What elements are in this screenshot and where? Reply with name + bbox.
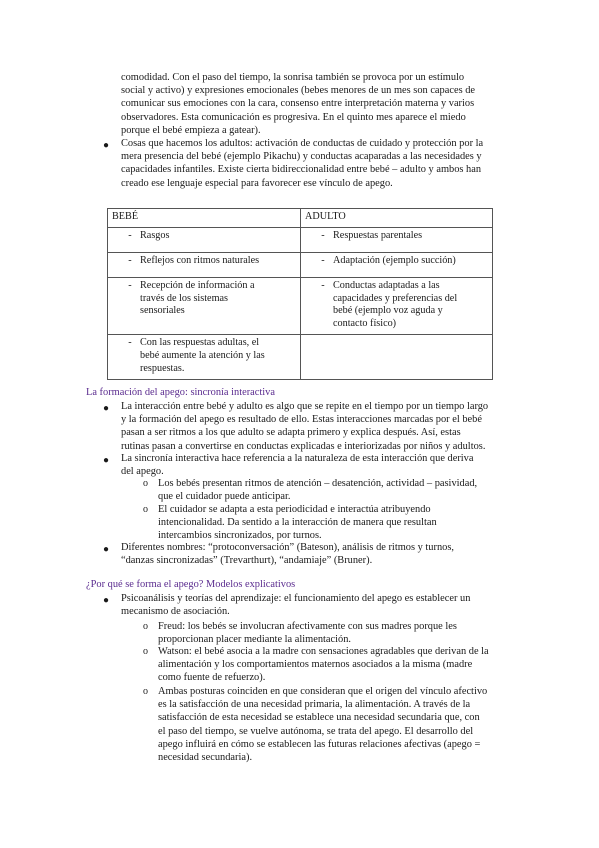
dash-marker: - bbox=[321, 255, 325, 266]
circle-bullet-icon: o bbox=[143, 504, 148, 515]
cell-line: bebé (ejemplo voz aguda y bbox=[333, 305, 443, 317]
text-line: Freud: los bebés se involucran afectivamente con sus madres porque les bbox=[158, 621, 457, 632]
text-line: La interacción entre bebé y adulto es algo que se repite en el tiempo por un tiempo largo bbox=[121, 401, 489, 412]
text-line: alimentación y los comportamientos maternos asociados a la misma (madre bbox=[158, 659, 473, 671]
text-line: es la satisfacción de una necesidad primaria, la alimentación. A través de la bbox=[158, 699, 471, 711]
text-line: intencionalidad. Da sentido a la interacción de manera que resultan bbox=[158, 517, 437, 529]
s1-sub-2 bbox=[158, 503, 498, 543]
cell-bebe bbox=[112, 280, 296, 318]
bullet-adultos-text bbox=[121, 137, 495, 190]
text-line: proporcionan placer mediante la alimentación. bbox=[158, 634, 352, 646]
s1-bullet-2 bbox=[121, 452, 495, 478]
cell-adulto bbox=[305, 255, 488, 268]
text-line: que el cuidador puede anticipar. bbox=[158, 491, 291, 503]
bullet-icon: ● bbox=[103, 403, 110, 414]
intro-paragraph bbox=[121, 71, 495, 137]
intro-line: observadores. Esta comunicación es progresiva. En el quinto mes aparece el miedo bbox=[121, 111, 466, 123]
cell-adulto-empty bbox=[301, 335, 493, 380]
text-line: El cuidador se adapta a esta periodicidad e interactúa atribuyendo bbox=[158, 504, 431, 515]
header-adulto: ADULTO bbox=[301, 209, 493, 228]
header-bebe: BEBÉ bbox=[108, 209, 301, 228]
text-line: La sincronía interactiva hace referencia a la naturaleza de esta interacción que deriva bbox=[121, 453, 474, 464]
text-line: mecanismo de asociación. bbox=[121, 606, 230, 618]
s2-sub-1 bbox=[158, 620, 498, 646]
cell-line: través de los sistemas bbox=[140, 292, 228, 304]
intro-line: social y activo) y expresiones emocionales (bebes menores de un mes son capaces de bbox=[121, 85, 476, 97]
text-line: Los bebés presentan ritmos de atención – desatención, actividad – pasividad, bbox=[158, 478, 478, 489]
cell-line: Conductas adaptadas a las bbox=[333, 280, 440, 291]
cell-line: bebé aumente la atención y las bbox=[140, 349, 265, 361]
cell-text bbox=[140, 337, 296, 375]
cell-adulto bbox=[305, 280, 488, 330]
circle-bullet-icon: o bbox=[143, 478, 148, 489]
table-row bbox=[108, 278, 493, 335]
cell-line: capacidades y preferencias del bbox=[333, 292, 458, 304]
intro-line: comunicar sus emociones con la cara, consenso entre interpretación materna y varios bbox=[121, 98, 475, 110]
dash-marker: - bbox=[128, 280, 132, 291]
text-line: “danzas sincronizadas” (Trevarthurt), “andamiaje” (Bruner). bbox=[121, 555, 373, 567]
cell-line: sensoriales bbox=[140, 305, 185, 317]
bebe-adulto-table bbox=[107, 208, 493, 380]
dash-marker: - bbox=[128, 337, 132, 349]
table-row bbox=[108, 335, 493, 380]
text-line: Psicoanálisis y teorías del aprendizaje: el funcionamiento del apego es establecer un bbox=[121, 593, 471, 604]
dash-marker: - bbox=[321, 230, 325, 241]
s1-sub-1 bbox=[158, 477, 498, 503]
text-line: Ambas posturas coinciden en que consideran que el origen del vínculo afectivo bbox=[158, 686, 488, 697]
table-header-row bbox=[108, 209, 493, 228]
bullet-icon: ● bbox=[103, 595, 110, 606]
cell-text: Rasgos bbox=[140, 230, 170, 241]
text-line: capacidades infantiles. Existe cierta bidireccionalidad entre bebé – adulto y ambos han bbox=[121, 164, 482, 176]
s2-sub-3 bbox=[158, 685, 498, 764]
s1-bullet-3 bbox=[121, 541, 495, 567]
section-heading-sincronia: La formación del apego: sincronía interactiva bbox=[86, 387, 275, 398]
dash-marker: - bbox=[321, 280, 325, 291]
cell-bebe bbox=[112, 255, 296, 268]
s2-bullet-1 bbox=[121, 592, 495, 618]
text-line: rutinas pasan a convertirse en conductas explicadas e interiorizadas por niños y adultos. bbox=[121, 440, 486, 452]
text-line: y la formación del apego es resultado de ello. Estas interacciones marcadas por el bebé bbox=[121, 414, 482, 426]
cell-text bbox=[333, 280, 488, 330]
cell-line: Recepción de información a bbox=[140, 280, 255, 291]
text-line: Watson: el bebé asocia a la madre con sensaciones agradables que derivan de la bbox=[158, 646, 489, 657]
text-line: del apego. bbox=[121, 466, 164, 478]
cell-text: Adaptación (ejemplo succión) bbox=[333, 255, 456, 266]
bullet-icon: ● bbox=[103, 455, 110, 466]
bullet-icon: ● bbox=[103, 544, 110, 555]
cell-adulto bbox=[305, 230, 488, 243]
circle-bullet-icon: o bbox=[143, 646, 148, 657]
text-line: intercambios sincronizados, por turnos. bbox=[158, 530, 322, 542]
dash-marker: - bbox=[128, 230, 132, 241]
text-line: como fuente de refuerzo). bbox=[158, 672, 266, 684]
cell-text: Respuestas parentales bbox=[333, 230, 423, 241]
circle-bullet-icon: o bbox=[143, 686, 148, 697]
text-line: creado ese lenguaje especial para favorecer ese vínculo de apego. bbox=[121, 177, 393, 189]
text-line: Cosas que hacemos los adultos: activación de conductas de cuidado y protección por la bbox=[121, 138, 484, 149]
table-row bbox=[108, 253, 493, 278]
text-line: mera presencia del bebé (ejemplo Pikachu) y conductas acaparadas a las necesidades y bbox=[121, 151, 482, 163]
cell-line: respuestas. bbox=[140, 362, 185, 374]
text-line: el paso del tiempo, se vuelve autónoma, se trata del apego. El desarrollo del bbox=[158, 725, 474, 737]
text-line: necesidad secundaria). bbox=[158, 752, 253, 764]
text-line: satisfacción de esta necesidad se establece una necesidad secundaria que, con bbox=[158, 712, 480, 724]
section-heading-modelos: ¿Por qué se forma el apego? Modelos explicativos bbox=[86, 579, 296, 590]
text-line: Diferentes nombres: “protoconversación” (Bateson), análisis de ritmos y turnos, bbox=[121, 542, 454, 553]
cell-bebe bbox=[112, 230, 296, 243]
text-line: pasan a ser ritmos a los que adulto se adapta primero y explica después. Así, estas bbox=[121, 427, 461, 439]
bullet-icon: ● bbox=[103, 140, 110, 151]
cell-text: Reflejos con ritmos naturales bbox=[140, 255, 260, 266]
cell-text bbox=[140, 280, 296, 318]
s1-bullet-1 bbox=[121, 400, 495, 453]
cell-line: contacto físico) bbox=[333, 317, 397, 329]
text-line: apego influirá en cómo se establecen las futuras relaciones afectivas (apego = bbox=[158, 738, 481, 750]
intro-line: porque el bebé empieza a gatear). bbox=[121, 124, 261, 136]
dash-marker: - bbox=[128, 255, 132, 266]
cell-line: Con las respuestas adultas, el bbox=[140, 337, 260, 349]
cell-bebe bbox=[112, 337, 296, 375]
table-row bbox=[108, 228, 493, 253]
intro-line: comodidad. Con el paso del tiempo, la sonrisa también se provoca por un estímulo bbox=[121, 72, 465, 83]
s2-sub-2 bbox=[158, 645, 498, 685]
circle-bullet-icon: o bbox=[143, 621, 148, 632]
